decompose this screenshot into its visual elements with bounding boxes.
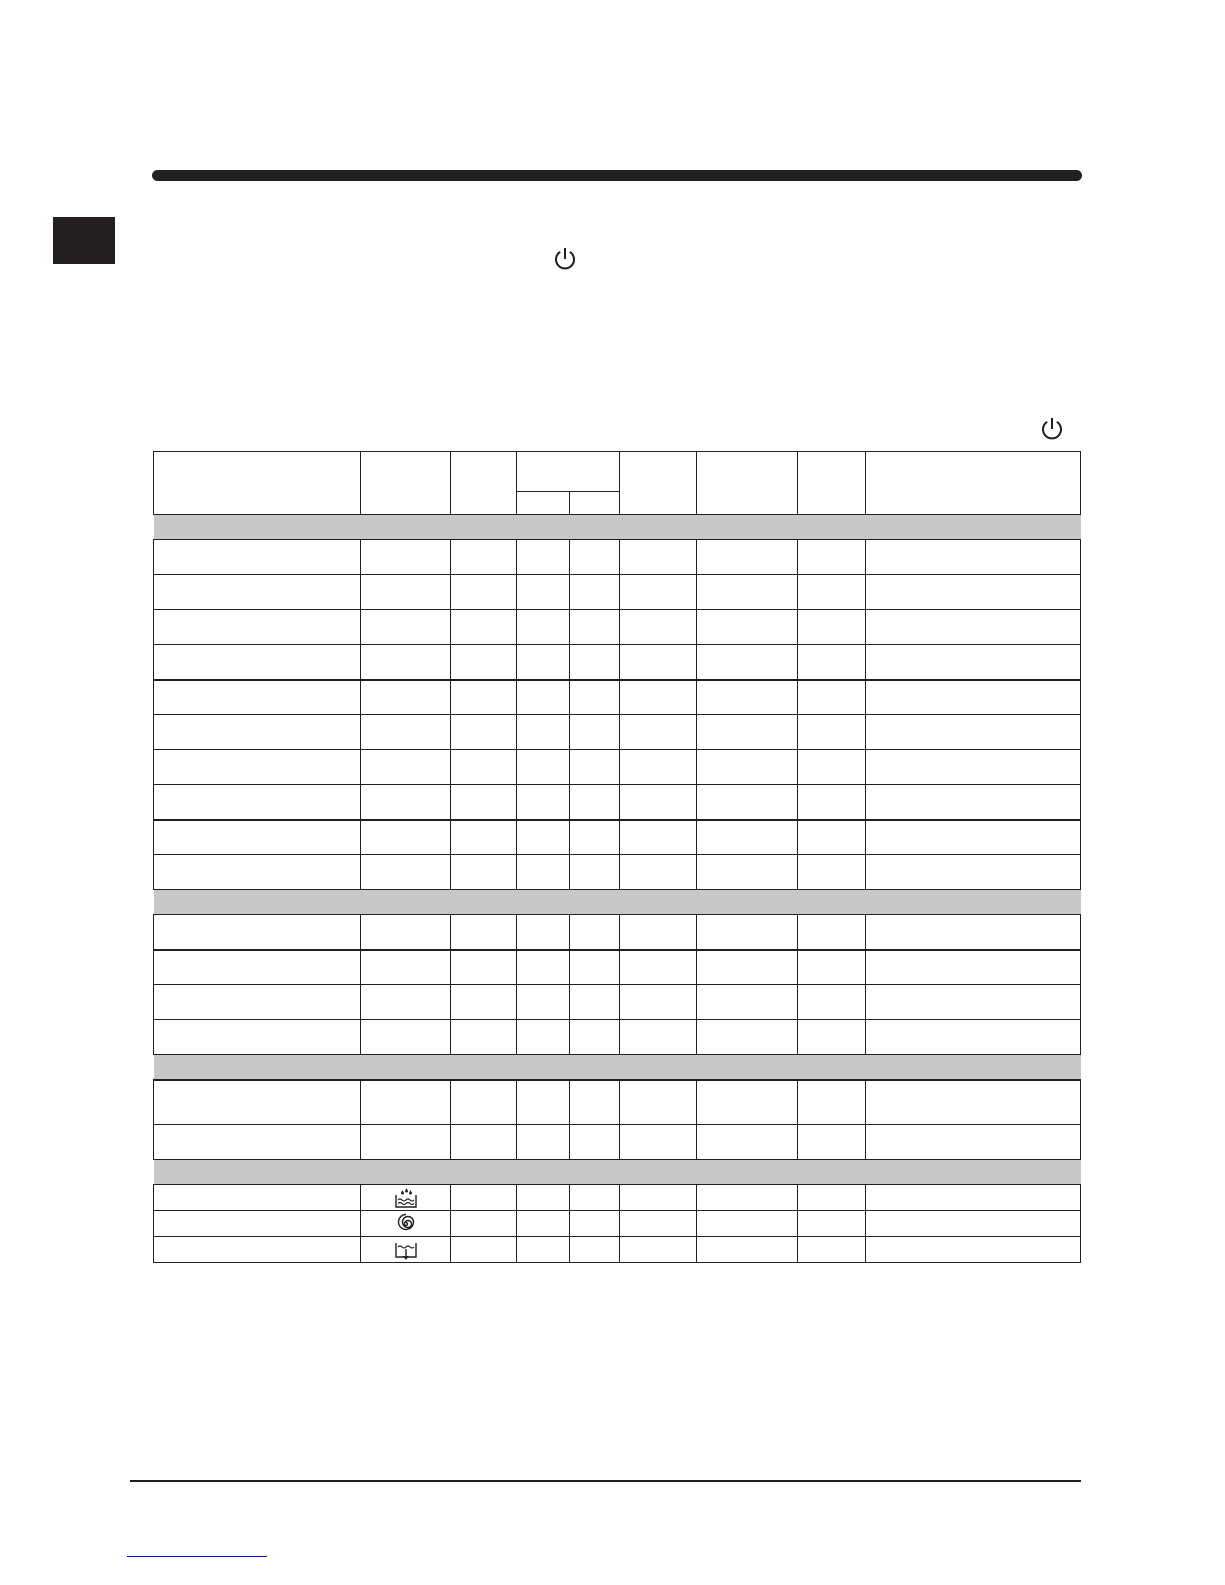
group-row (154, 1160, 1081, 1185)
header-cell (620, 452, 697, 515)
header-cell (697, 452, 798, 515)
group-row (154, 890, 1081, 915)
programme-table (153, 451, 1081, 1263)
header-cell (154, 452, 361, 515)
table-row (154, 915, 1081, 950)
group-row (154, 515, 1081, 540)
spin-icon (395, 1213, 417, 1235)
table-row (154, 1185, 1081, 1211)
table-row (154, 1020, 1081, 1055)
table-row (154, 950, 1081, 985)
language-tab (53, 217, 115, 264)
table-row (154, 715, 1081, 750)
table-row (154, 820, 1081, 855)
header-cell (361, 452, 451, 515)
footer-rule (130, 1480, 1081, 1482)
table-row (154, 1080, 1081, 1125)
table-row (154, 750, 1081, 785)
header-cell (570, 492, 620, 515)
link-underline (127, 1556, 267, 1557)
header-cell (866, 452, 1081, 515)
table-row (154, 610, 1081, 645)
rinse-icon (394, 1187, 418, 1209)
table-row (154, 575, 1081, 610)
header-cell (798, 452, 866, 515)
table-row (154, 1125, 1081, 1160)
table-row (154, 1237, 1081, 1263)
power-button-icon (553, 246, 577, 270)
table-row (154, 985, 1081, 1020)
header-cell (451, 452, 517, 515)
table-row (154, 785, 1081, 820)
power-button-icon (1040, 416, 1064, 440)
table-row (154, 855, 1081, 890)
header-cell (517, 492, 570, 515)
table-row (154, 1211, 1081, 1237)
drain-icon (394, 1239, 418, 1261)
group-row (154, 1055, 1081, 1080)
header-cell (517, 452, 620, 492)
section-title-bar (152, 170, 1082, 181)
table-row (154, 645, 1081, 680)
table-row (154, 540, 1081, 575)
table-header-row (154, 452, 1081, 492)
table-row (154, 680, 1081, 715)
